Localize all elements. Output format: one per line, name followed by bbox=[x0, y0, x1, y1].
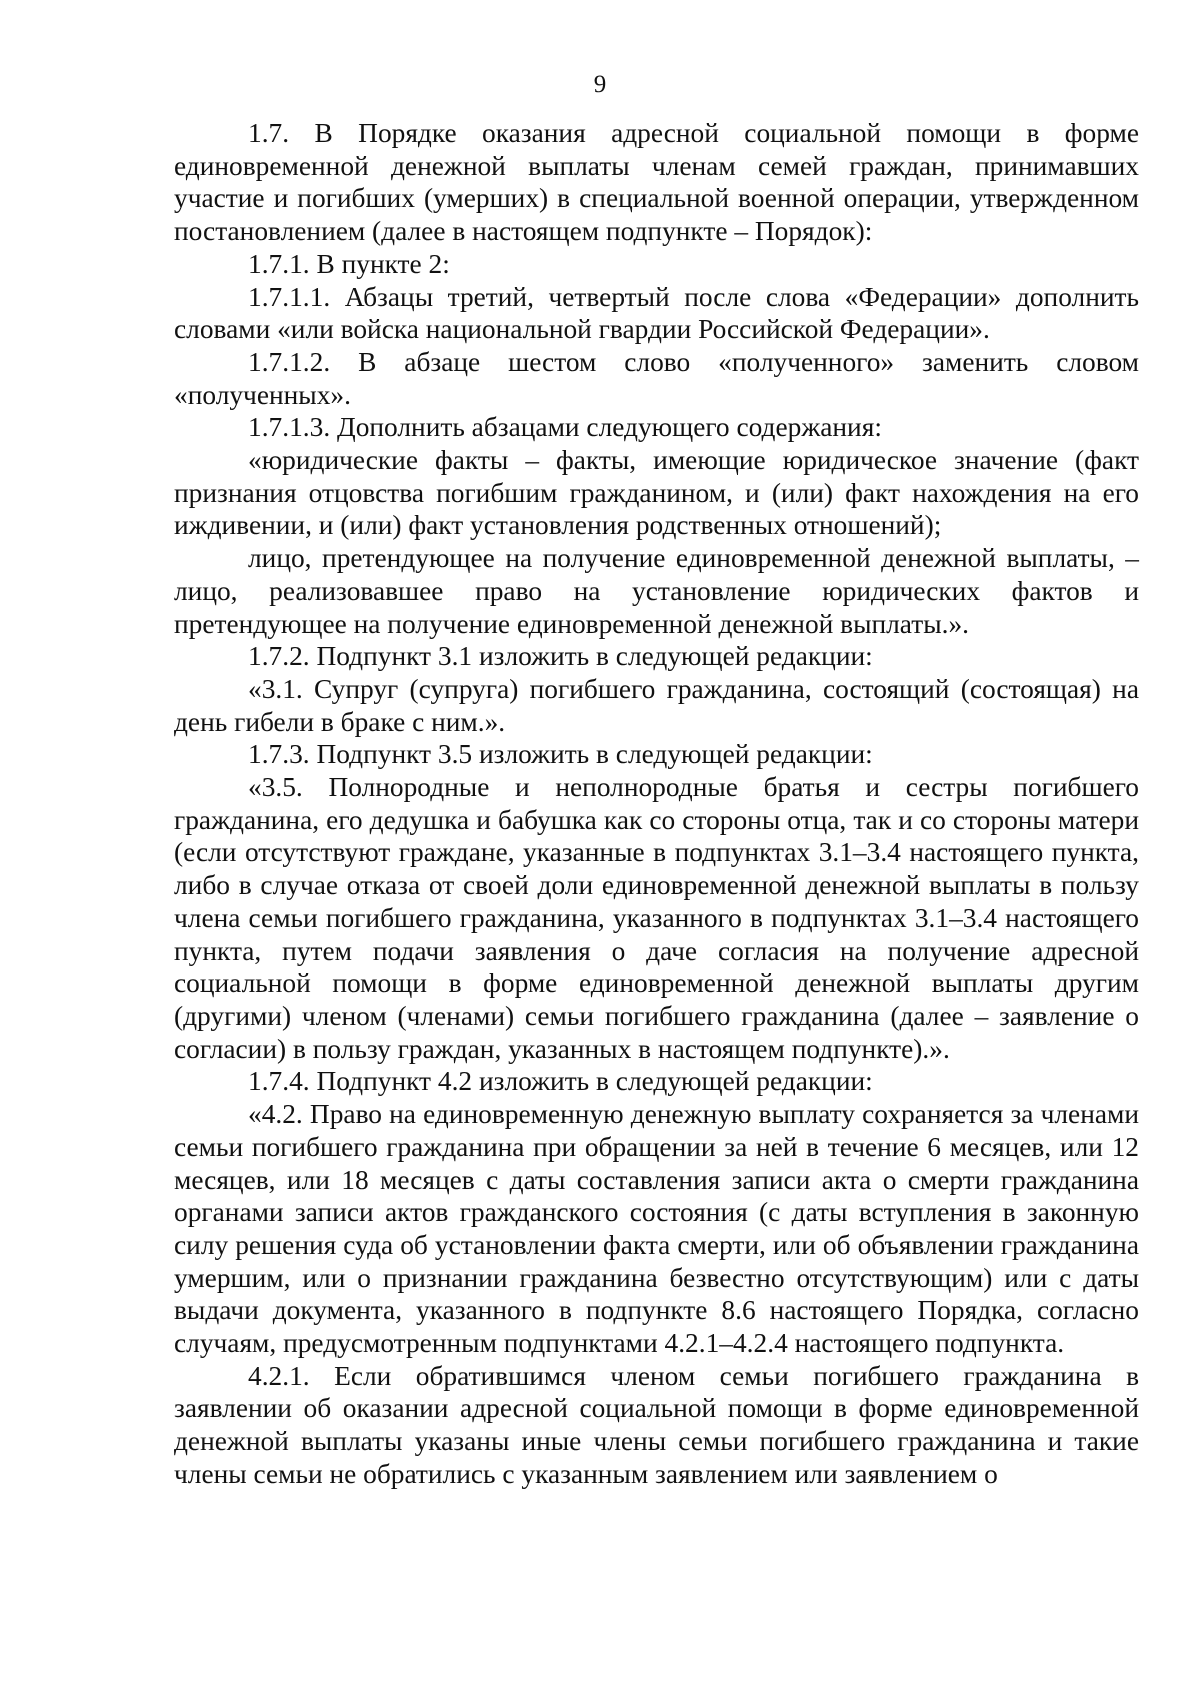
page-number: 9 bbox=[593, 71, 607, 98]
paragraph-applicant: лицо, претендующее на получение единовременной денежной выплаты, – лицо, реализовавшее право на установление юридических фактов и претендующее на получение единовременной денежной выплаты.». bbox=[174, 543, 1139, 639]
paragraph-1-7-3: 1.7.3. Подпункт 3.5 изложить в следующей редакции: bbox=[248, 739, 873, 770]
paragraph-3-5: «3.5. Полнородные и неполнородные братья и сестры погибшего гражданина, его дедушка и бабушка как со стороны отца, так и со стороны матери (если отсутствуют граждане, указанные в подпунктах 3.1–3.4 настоящего пункта, либо в случае отказа от своей доли единовременной денежной выплаты в пользу члена семьи погибшего гражданина, указанного в подпунктах 3.1–3.4 настоящего пункта, путем подачи заявления о даче согласия на получение адресной социальной помощи в форме единовременной денежной выплаты другим (другими) членом (членами) семьи погибшего гражданина (далее – заявление о согласии) в пользу граждан, указанных в настоящем подпункте).». bbox=[174, 772, 1139, 1064]
paragraph-1-7-1-1: 1.7.1.1. Абзацы третий, четвертый после слова «Федерации» дополнить словами «или войска национальной гвардии Российской Федерации». bbox=[174, 281, 1139, 345]
paragraph-1-7-2: 1.7.2. Подпункт 3.1 изложить в следующей редакции: bbox=[248, 641, 873, 672]
paragraph-1-7-1-2: 1.7.1.2. В абзаце шестом слово «полученного» заменить словом «полученных». bbox=[174, 346, 1139, 410]
paragraph-1-7: 1.7. В Порядке оказания адресной социальной помощи в форме единовременной денежной выплаты членам семей граждан, принимавших участие и погибших (умерших) в специальной военной операции, утвержденном постановлением (далее в настоящем подпункте – Порядок): bbox=[174, 118, 1139, 247]
paragraph-4-2: «4.2. Право на единовременную денежную выплату сохраняется за членами семьи погибшего гражданина при обращении за ней в течение 6 месяцев, или 12 месяцев, или 18 месяцев с даты составления записи акта о смерти гражданина органами записи актов гражданского состояния (с даты вступления в законную силу решения суда об установлении факта смерти, или об объявлении гражданина умершим, или о признании гражданина безвестно отсутствующим) или с даты выдачи документа, указанного в подпункте 8.6 настоящего Порядка, согласно случаям, предусмотренным подпунктами 4.2.1–4.2.4 настоящего подпункта. bbox=[174, 1099, 1139, 1359]
paragraph-4-2-1: 4.2.1. Если обратившимся членом семьи погибшего гражданина в заявлении об оказании адресной социальной помощи в форме единовременной денежной выплаты указаны иные члены семьи погибшего гражданина и такие члены семьи не обратились с указанным заявлением или заявлением о bbox=[174, 1360, 1139, 1489]
paragraph-1-7-4: 1.7.4. Подпункт 4.2 изложить в следующей редакции: bbox=[248, 1066, 873, 1097]
paragraph-1-7-1: 1.7.1. В пункте 2: bbox=[248, 248, 450, 279]
paragraph-legal-facts: «юридические факты – факты, имеющие юридическое значение (факт признания отцовства погибшим гражданином, и (или) факт нахождения на его иждивении, и (или) факт установления родственных отношений); bbox=[174, 445, 1139, 541]
paragraph-1-7-1-3: 1.7.1.3. Дополнить абзацами следующего содержания: bbox=[248, 412, 882, 443]
paragraph-3-1: «3.1. Супруг (супруга) погибшего гражданина, состоящий (состоящая) на день гибели в браке с ним.». bbox=[174, 673, 1139, 737]
document-body bbox=[174, 117, 1139, 1491]
